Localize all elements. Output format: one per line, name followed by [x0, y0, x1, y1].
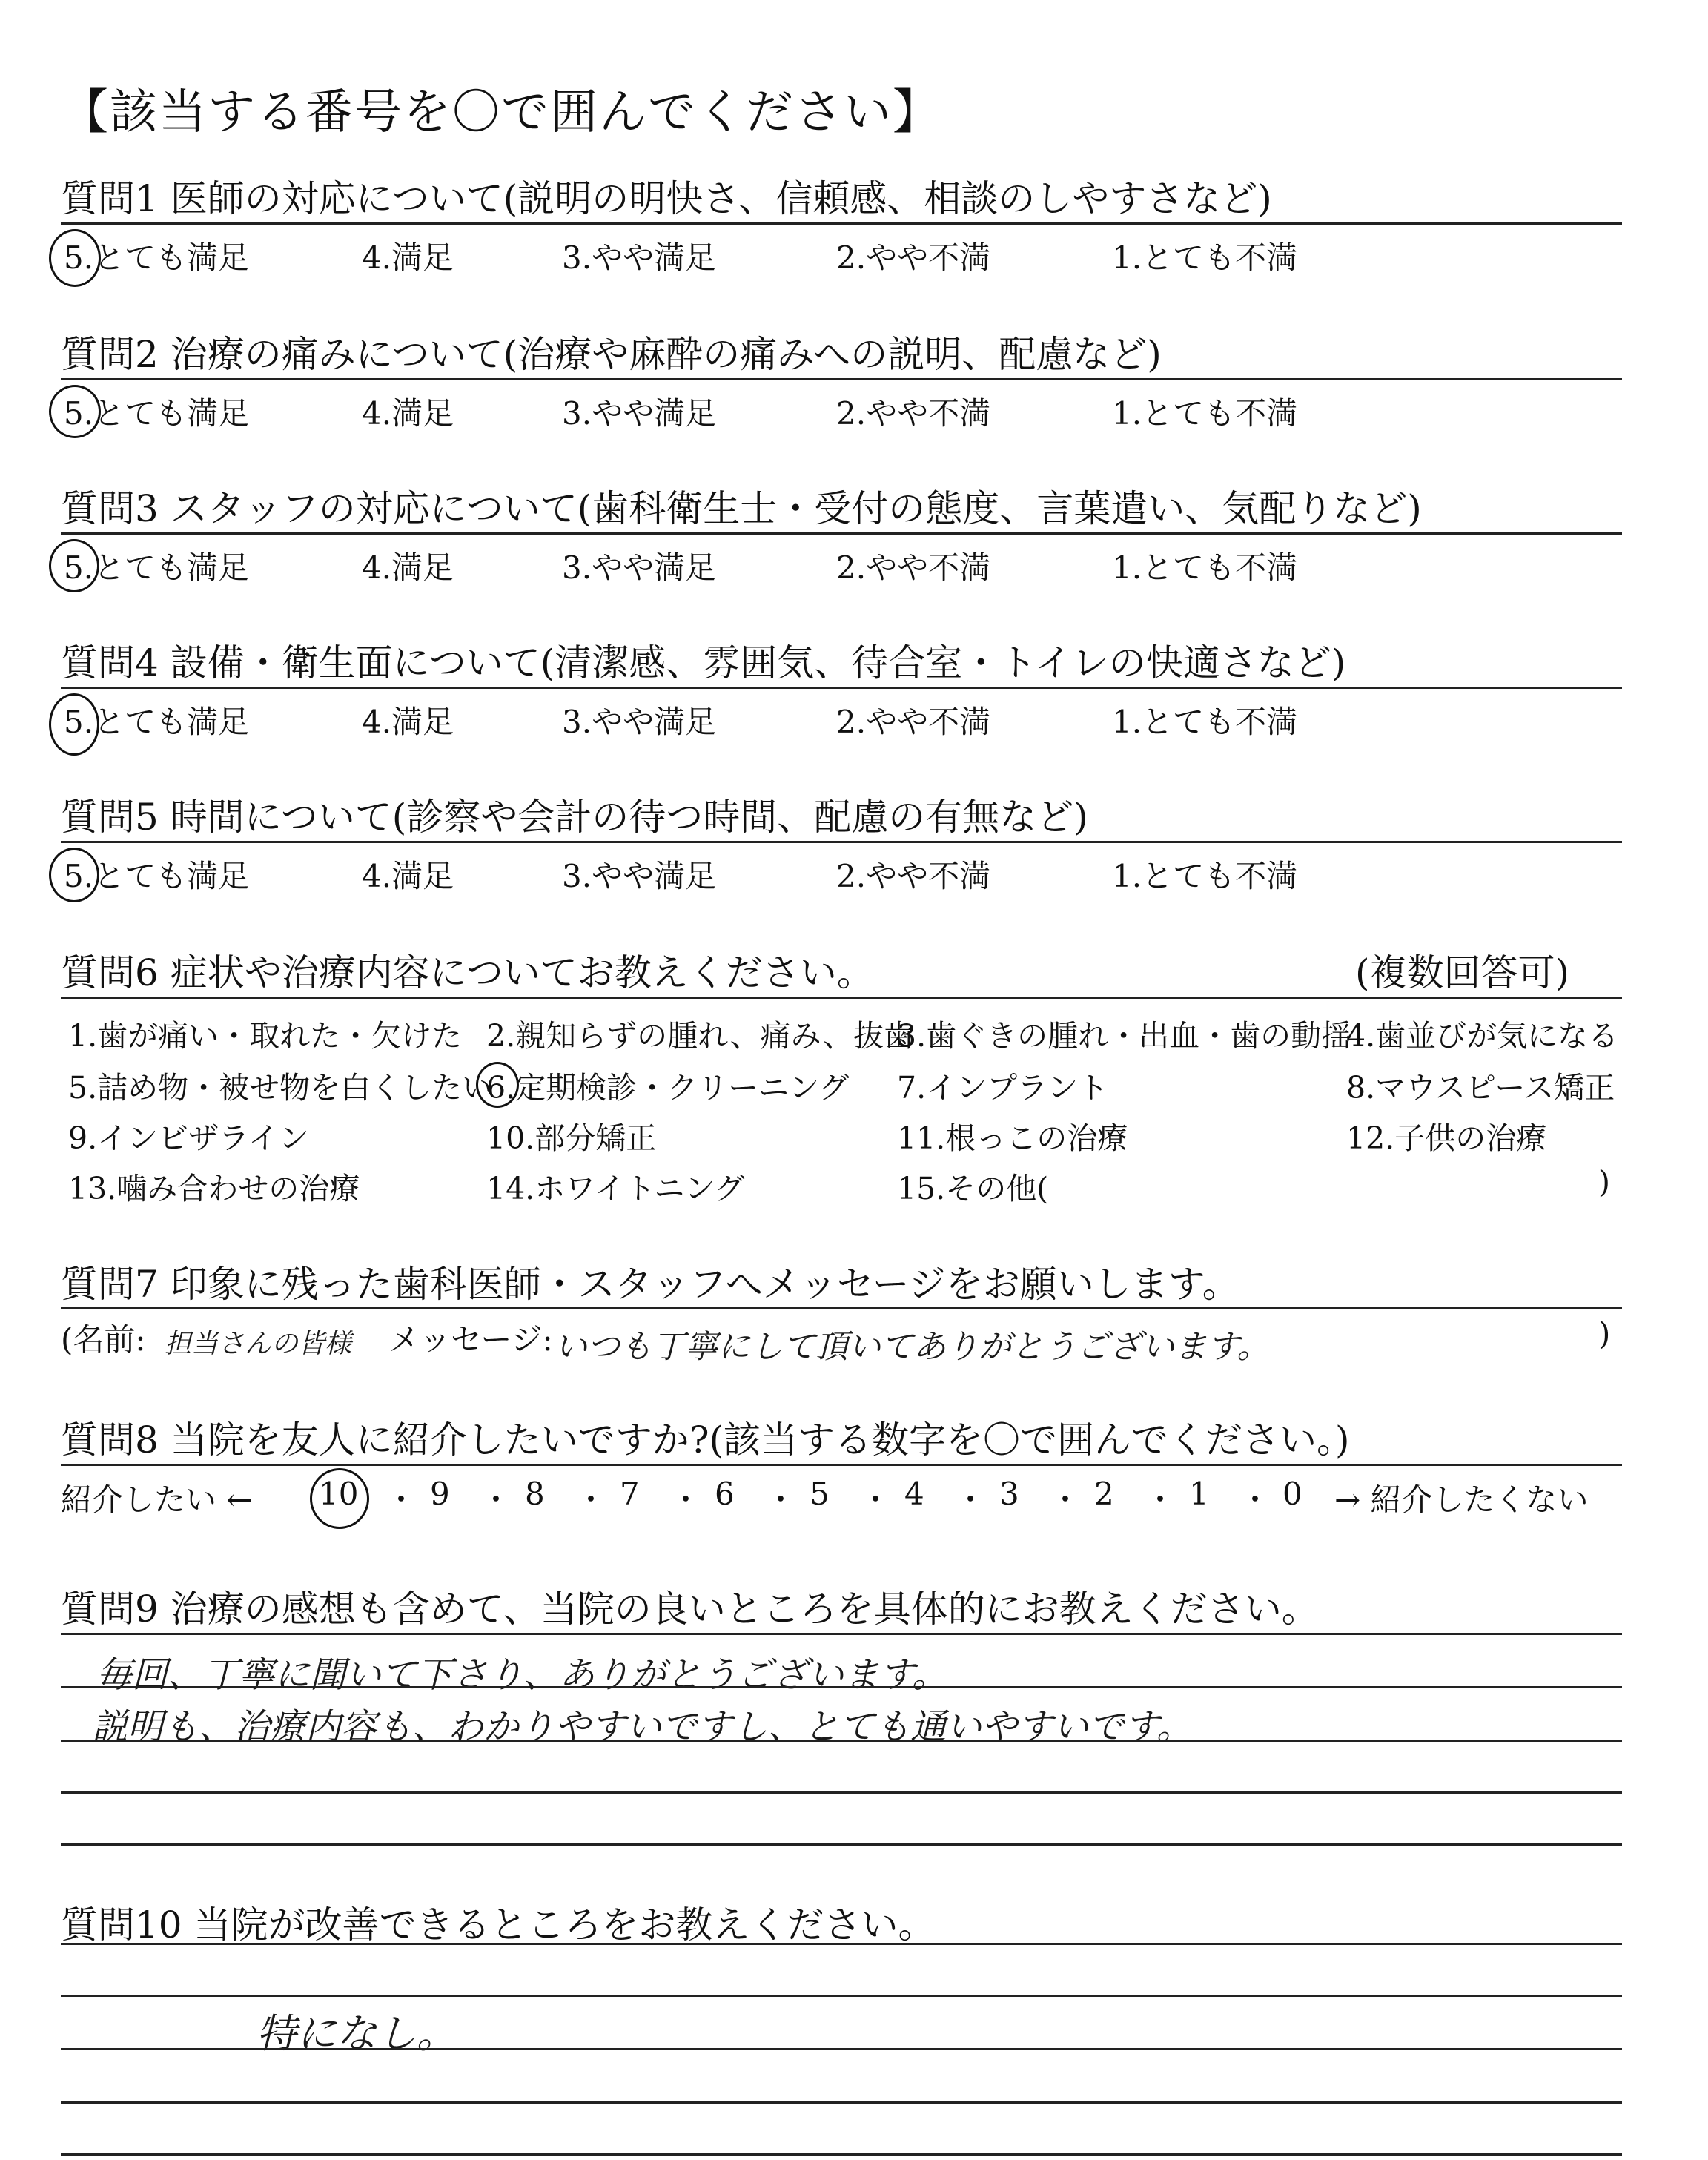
q7-message-value[interactable]: いつも丁寧にして頂いてありがとうございます。: [555, 1328, 1270, 1366]
question-8-label: 質問8 当院を友人に紹介したいですか?(該当する数字を〇で囲んでください。): [61, 1418, 1350, 1462]
q5-option-4[interactable]: 4.満足: [362, 858, 454, 894]
q1-option-5[interactable]: 5.とても満足: [64, 240, 250, 276]
question-1-label: 質問1 医師の対応について(説明の明快さ、信頼感、相談のしやすさなど): [61, 177, 1272, 220]
q6-option-8[interactable]: 8.マウスピース矯正: [1346, 1070, 1615, 1106]
q5-selected-circle: [49, 848, 99, 902]
question-9-label: 質問9 治療の感想も含めて、当院の良いところを具体的にお教えください。: [61, 1588, 1319, 1631]
question-6-label: 質問6 症状や治療内容についてお教えください。: [61, 951, 874, 994]
question-10-label: 質問10 当院が改善できるところをお教えください。: [61, 1903, 936, 1946]
question-9-rule-4: [61, 1843, 1622, 1846]
q1-option-4[interactable]: 4.満足: [362, 240, 454, 276]
q3-option-3[interactable]: 3.やや満足: [562, 549, 717, 586]
q1-option-3[interactable]: 3.やや満足: [562, 240, 717, 276]
q2-option-5[interactable]: 5.とても満足: [64, 395, 250, 432]
question-5-label: 質問5 時間について(診察や会計の待つ時間、配慮の有無など): [61, 796, 1088, 839]
q5-option-3[interactable]: 3.やや満足: [562, 858, 717, 894]
q3-option-1[interactable]: 1.とても不満: [1112, 549, 1298, 586]
q8-scale-dot: ・: [385, 1482, 417, 1518]
q4-option-3[interactable]: 3.やや満足: [562, 704, 717, 740]
form-heading: 【該当する番号を〇で囲んでください】: [61, 85, 941, 140]
q8-scale-dot: ・: [575, 1482, 607, 1518]
question-3-label: 質問3 スタッフの対応について(歯科衛生士・受付の態度、言葉遣い、気配りなど): [61, 487, 1422, 530]
q3-option-2[interactable]: 2.やや不満: [836, 549, 991, 586]
question-6-rule: [61, 997, 1622, 999]
q6-option-4[interactable]: 4.歯並びが気になる: [1346, 1018, 1619, 1054]
q6-option-10[interactable]: 10.部分矯正: [486, 1120, 657, 1156]
q3-option-4[interactable]: 4.満足: [362, 549, 454, 586]
q2-option-2[interactable]: 2.やや不満: [836, 395, 991, 432]
q8-selected-circle: [310, 1468, 369, 1529]
question-7-label: 質問7 印象に残った歯科医師・スタッフへメッセージをお願いします。: [61, 1263, 1239, 1306]
question-9-rule-2: [61, 1740, 1622, 1742]
question-9-rule-3: [61, 1791, 1622, 1794]
question-9-rule-1: [61, 1686, 1622, 1688]
q8-scale-dot: ・: [860, 1482, 892, 1518]
q3-selected-circle: [49, 539, 99, 592]
q6-option-1[interactable]: 1.歯が痛い・取れた・欠けた: [68, 1018, 463, 1054]
q8-scale-6[interactable]: 6: [715, 1476, 735, 1512]
q8-scale-dot: ・: [670, 1482, 702, 1518]
q9-answer-line-1[interactable]: 毎回、丁寧に聞いて下さり、ありがとうございます。: [96, 1654, 948, 1696]
q8-scale-dot: ・: [480, 1482, 512, 1518]
q6-option-11[interactable]: 11.根っこの治療: [897, 1120, 1128, 1156]
q8-scale-dot: ・: [1050, 1482, 1082, 1518]
question-10-rule-4: [61, 2153, 1622, 2156]
q6-option-3[interactable]: 3.歯ぐきの腫れ・出血・歯の動揺: [897, 1018, 1352, 1054]
q7-close-paren: ): [1598, 1315, 1611, 1352]
q8-scale-7[interactable]: 7: [620, 1476, 640, 1512]
q2-option-4[interactable]: 4.満足: [362, 395, 454, 432]
question-4-label: 質問4 設備・衛生面について(清潔感、雰囲気、待合室・トイレの快適さなど): [61, 641, 1346, 684]
q8-right-label: → 紹介したくない: [1334, 1482, 1589, 1518]
question-10-rule-0: [61, 1943, 1622, 1945]
q6-option-15[interactable]: 15.その他(: [897, 1171, 1049, 1206]
question-10-rule-2: [61, 2048, 1622, 2050]
question-4-rule: [61, 687, 1622, 689]
q4-option-1[interactable]: 1.とても不満: [1112, 704, 1298, 740]
q7-name-label: (名前:: [61, 1321, 146, 1358]
q5-option-1[interactable]: 1.とても不満: [1112, 858, 1298, 894]
q8-scale-10[interactable]: 10: [319, 1476, 359, 1512]
q6-selected-circle: [476, 1062, 519, 1108]
q8-scale-1[interactable]: 1: [1189, 1476, 1209, 1512]
question-9-rule-0: [61, 1633, 1622, 1635]
question-5-rule: [61, 841, 1622, 843]
q6-option-12[interactable]: 12.子供の治療: [1346, 1120, 1547, 1156]
q8-scale-9[interactable]: 9: [430, 1476, 450, 1512]
question-10-rule-3: [61, 2101, 1622, 2104]
q7-name-value[interactable]: 担当さんの皆様: [165, 1329, 352, 1359]
q4-option-4[interactable]: 4.満足: [362, 704, 454, 740]
question-3-rule: [61, 532, 1622, 535]
q6-option-6[interactable]: 6.定期検診・クリーニング: [486, 1070, 850, 1106]
q8-scale-dot: ・: [955, 1482, 987, 1518]
q4-option-2[interactable]: 2.やや不満: [836, 704, 991, 740]
q9-answer-line-2[interactable]: 説明も、治療内容も、わかりやすいですし、とても通いやすいです。: [92, 1706, 1193, 1748]
q1-option-2[interactable]: 2.やや不満: [836, 240, 991, 276]
q2-option-3[interactable]: 3.やや満足: [562, 395, 717, 432]
q6-option-9[interactable]: 9.インビザライン: [68, 1120, 309, 1156]
q6-option-7[interactable]: 7.インプラント: [897, 1070, 1109, 1106]
q2-selected-circle: [49, 385, 101, 438]
q4-selected-circle: [49, 693, 99, 756]
q6-option-13[interactable]: 13.噛み合わせの治療: [68, 1171, 360, 1206]
q6-option-2[interactable]: 2.親知らずの腫れ、痛み、抜歯: [486, 1018, 915, 1054]
q10-answer-line-1[interactable]: 特になし。: [256, 2010, 457, 2057]
question-2-rule: [61, 378, 1622, 380]
q8-scale-3[interactable]: 3: [999, 1476, 1019, 1512]
q3-option-5[interactable]: 5.とても満足: [64, 549, 250, 586]
q6-option-5[interactable]: 5.詰め物・被せ物を白くしたい: [68, 1070, 493, 1106]
q8-scale-5[interactable]: 5: [810, 1476, 830, 1512]
q6-option-15-close: ): [1598, 1164, 1610, 1200]
q8-scale-dot: ・: [1145, 1482, 1176, 1518]
q5-option-2[interactable]: 2.やや不満: [836, 858, 991, 894]
question-7-rule: [61, 1307, 1622, 1309]
question-1-rule: [61, 222, 1622, 225]
q7-message-label: メッセージ:: [388, 1321, 553, 1358]
q8-scale-4[interactable]: 4: [904, 1476, 924, 1512]
question-2-label: 質問2 治療の痛みについて(治療や麻酔の痛みへの説明、配慮など): [61, 333, 1162, 376]
q8-scale-0[interactable]: 0: [1282, 1476, 1302, 1512]
q8-scale-dot: ・: [1239, 1482, 1271, 1518]
q8-scale-2[interactable]: 2: [1094, 1476, 1114, 1512]
q8-left-label: 紹介したい ←: [61, 1482, 253, 1518]
q8-scale-dot: ・: [765, 1482, 797, 1518]
q1-option-1[interactable]: 1.とても不満: [1112, 240, 1298, 276]
q1-selected-circle: [49, 229, 101, 287]
question-6-note: (複数回答可): [1355, 951, 1570, 994]
question-8-rule: [61, 1464, 1622, 1466]
q2-option-1[interactable]: 1.とても不満: [1112, 395, 1298, 432]
q5-option-5[interactable]: 5.とても満足: [64, 858, 250, 894]
q6-option-14[interactable]: 14.ホワイトニング: [486, 1171, 745, 1206]
question-10-rule-1: [61, 1995, 1622, 1997]
q4-option-5[interactable]: 5.とても満足: [64, 704, 250, 740]
q8-scale-8[interactable]: 8: [525, 1476, 545, 1512]
